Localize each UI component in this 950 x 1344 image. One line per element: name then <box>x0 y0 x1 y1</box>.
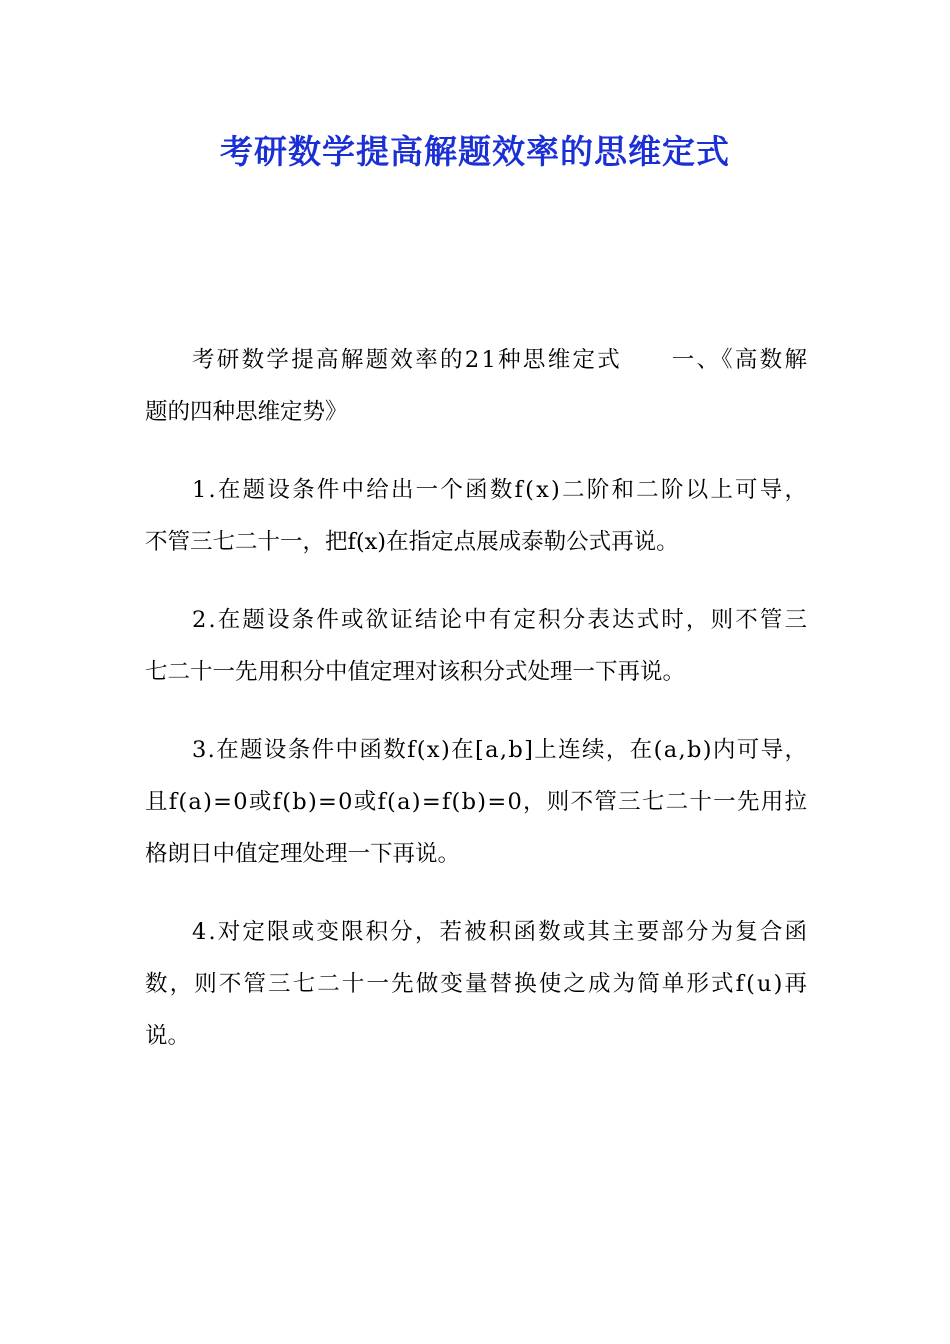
body-line: 不管三七二十一，把f(x)在指定点展成泰勒公式再说。 <box>145 529 679 555</box>
body-line: 格朗日中值定理处理一下再说。 <box>145 841 461 867</box>
body-line: 考研数学提高解题效率的21种思维定式 一、《高数解 <box>192 347 810 373</box>
body-line: 3.在题设条件中函数f(x)在[a,b]上连续，在(a,b)内可导， <box>192 737 809 763</box>
document-title: 考研数学提高解题效率的思维定式 <box>220 132 730 171</box>
paragraph-gap <box>145 698 807 724</box>
document-body <box>145 334 810 1062</box>
body-line: 2.在题设条件或欲证结论中有定积分表达式时，则不管三 <box>192 607 810 633</box>
body-line: 七二十一先用积分中值定理对该积分式处理一下再说。 <box>145 659 686 685</box>
body-line: 题的四种思维定势》 <box>145 399 348 425</box>
body-line: 4.对定限或变限积分，若被积函数或其主要部分为复合函 <box>192 919 810 945</box>
paragraph-gap <box>145 880 807 906</box>
paragraph-gap <box>145 568 807 594</box>
body-line: 说。 <box>145 1023 191 1049</box>
body-line: 数，则不管三七二十一先做变量替换使之成为简单形式f(u)再 <box>145 971 810 997</box>
body-line: 且f(a)=0或f(b)=0或f(a)=f(b)=0，则不管三七二十一先用拉 <box>145 789 809 815</box>
body-line: 1.在题设条件中给出一个函数f(x)二阶和二阶以上可导， <box>192 477 810 503</box>
paragraph-gap <box>145 438 807 464</box>
